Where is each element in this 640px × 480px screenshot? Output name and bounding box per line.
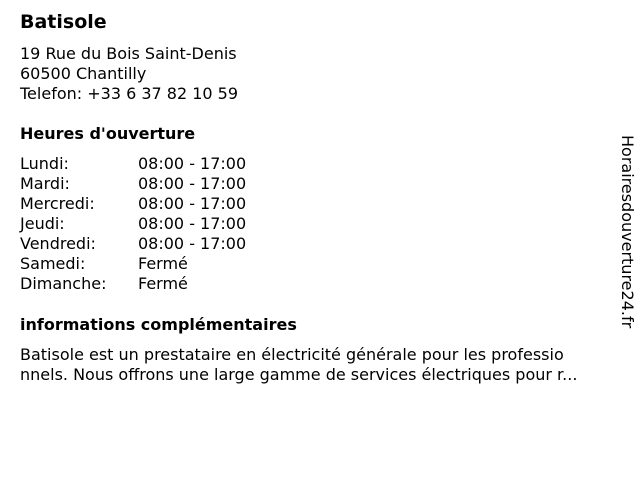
hours-value: 08:00 - 17:00 bbox=[138, 154, 247, 173]
site-watermark: Horairesdouverture24.fr bbox=[618, 135, 637, 329]
additional-info-text bbox=[20, 345, 577, 385]
address-street: 19 Rue du Bois Saint-Denis bbox=[20, 44, 237, 63]
business-address bbox=[20, 44, 238, 104]
info-line: nnels. Nous offrons une large gamme de services électriques pour r... bbox=[20, 365, 578, 384]
hours-value: 08:00 - 17:00 bbox=[138, 194, 247, 213]
day-label: Vendredi: bbox=[20, 234, 96, 253]
day-label: Mardi: bbox=[20, 174, 70, 193]
day-label: Samedi: bbox=[20, 254, 86, 273]
hours-value: Fermé bbox=[138, 274, 188, 293]
business-name: Batisole bbox=[20, 11, 107, 33]
phone-number: Telefon: +33 6 37 82 10 59 bbox=[20, 84, 239, 103]
day-label: Dimanche: bbox=[20, 274, 107, 293]
additional-info-heading: informations complémentaires bbox=[20, 315, 297, 334]
day-label: Jeudi: bbox=[20, 214, 65, 233]
hours-value: 08:00 - 17:00 bbox=[138, 234, 247, 253]
info-line: Batisole est un prestataire en électricité générale pour les professio bbox=[20, 345, 564, 364]
day-label: Lundi: bbox=[20, 154, 69, 173]
hours-value: 08:00 - 17:00 bbox=[138, 214, 247, 233]
hours-value: Fermé bbox=[138, 254, 188, 273]
address-city: 60500 Chantilly bbox=[20, 64, 147, 83]
opening-hours-heading: Heures d'ouverture bbox=[20, 124, 196, 143]
hours-value: 08:00 - 17:00 bbox=[138, 174, 247, 193]
day-label: Mercredi: bbox=[20, 194, 95, 213]
